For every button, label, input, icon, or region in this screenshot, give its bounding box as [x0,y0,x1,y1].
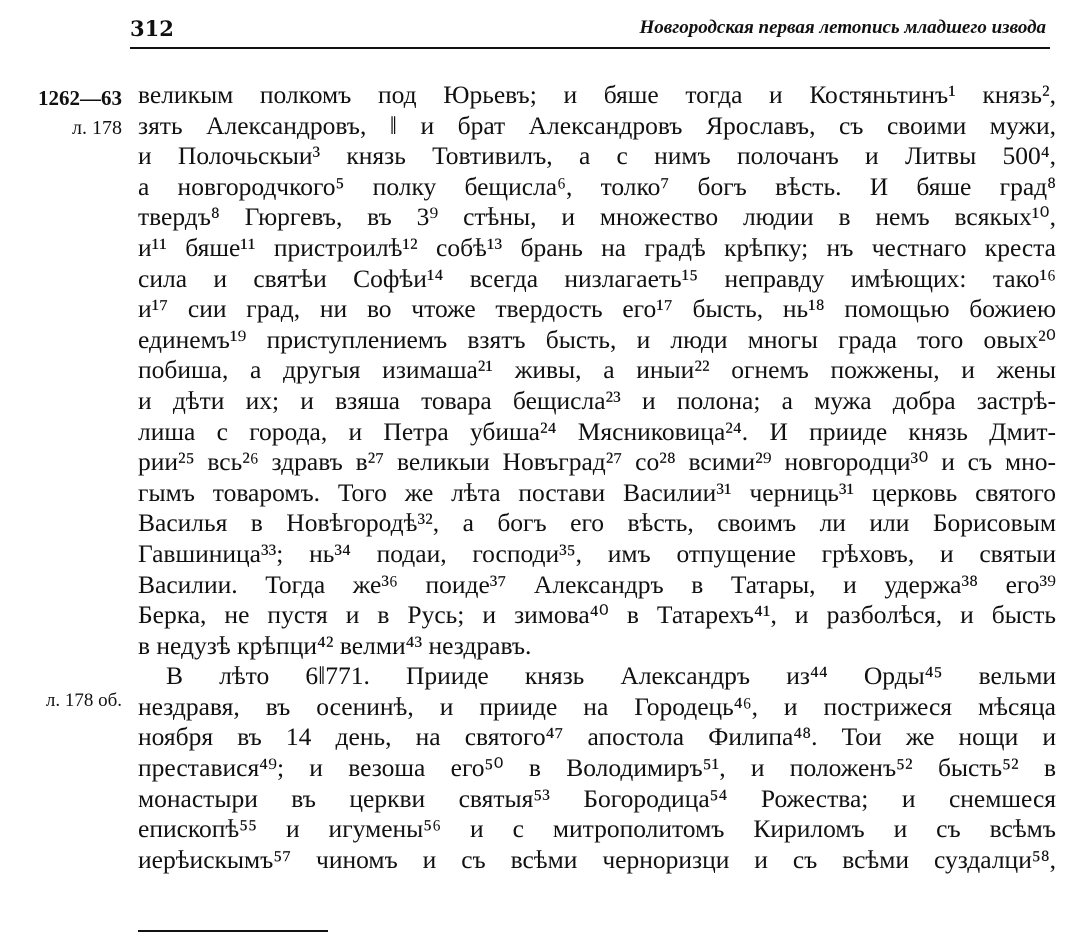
margin-year-range: 1262—63 [38,86,122,110]
text-line: монастыри въ церкви святыя⁵³ Богородица⁵⁴ Рожества; и снемшеся [138,783,1056,813]
header-rule [130,47,1050,49]
text-line: В лѣто 6‖771. Прииде князь Александръ из⁴⁴ Орды⁴⁵ вельми [166,661,1056,691]
text-line: и¹⁷ сии град, ни во чтоже твердость его¹⁷ бысть, нь¹⁸ помощью божиею [138,294,1056,324]
footnote-rule [138,930,328,932]
text-line: иерѣискымъ⁵⁷ чиномъ и съ всѣми черноризци и съ всѣми суздалци⁵⁸, [138,844,1056,874]
text-line: Гавшиница³³; нь³⁴ подаи, господи³⁵, имъ отпущение грѣховъ, и святыи [138,538,1056,568]
text-line: зять Александровъ, ‖ и брат Александровъ Ярославъ, съ своими мужи, [138,110,1056,140]
margin-folio-note: л. 178 [72,117,122,139]
page-header [130,12,1050,46]
text-line: твердъ⁸ Гюргевъ, въ 3⁹ стѣны, и множество людии в немъ всякых¹⁰, [138,202,1056,232]
text-line: ноября въ 14 день, на святого⁴⁷ апостола Филипа⁴⁸. Тои же нощи и [138,722,1056,752]
text-line: единемъ¹⁹ приступлениемъ взятъ бысть, и люди многы града того овых²⁰ [138,324,1056,354]
text-line: преставися⁴⁹; и везоша его⁵⁰ в Володимиръ⁵¹, и положенъ⁵² бысть⁵² в [138,753,1056,783]
text-line: гымъ товаромъ. Того же лѣта постави Василии³¹ черниць³¹ церковь святого [138,477,1056,507]
chronicle-text [138,80,1056,875]
text-line: лиша с города, и Петра убиша²⁴ Мясниковица²⁴. И прииде князь Дмит- [138,416,1056,446]
text-line: Василии. Тогда же³⁶ поиде³⁷ Александръ в Татары, и удержа³⁸ его³⁹ [138,569,1056,599]
text-line: рии²⁵ всь²⁶ здравъ в²⁷ великыи Новъград²⁷ со²⁸ всими²⁹ новгородци³⁰ и съ мно- [138,447,1056,477]
text-line: нездравя, въ осенинѣ, и прииде на Городець⁴⁶, и пострижеся мѣсяца [138,691,1056,721]
margin-folio-verso-note: л. 178 об. [45,690,122,711]
text-line: великым полкомъ под Юрьевъ; и бяше тогда и Костяньтинъ¹ князь², [138,80,1056,109]
text-line: Василья в Новѣгородѣ³², а богъ его вѣсть, своимъ ли или Борисовым [138,508,1056,538]
page-number: 312 [130,16,174,41]
running-title: Новгородская первая летопись младшего извода [639,17,1046,38]
text-line: и дѣти их; и взяша товара бещисла²³ и полона; а мужа добра застрѣ- [138,385,1056,415]
text-line: и¹¹ бяше¹¹ пристроилѣ¹² собѣ¹³ брань на градѣ крѣпку; нъ честнаго креста [138,232,1056,262]
text-line: а новгородчкого⁵ полку бещисла⁶, толко⁷ богъ вѣсть. И бяше град⁸ [138,171,1056,201]
text-line: и Полочьскыи³ князь Товтивилъ, а с нимъ полочанъ и Литвы 500⁴, [138,141,1056,171]
text-line: в недузѣ крѣпци⁴² велми⁴³ нездравъ. [138,630,532,660]
text-line: побиша, а другыя изимаша²¹ живы, а иныи²² огнемъ пожжены, и жены [138,355,1056,385]
text-line: епископѣ⁵⁵ и игумены⁵⁶ и с митрополитомъ Кириломъ и съ всѣмъ [138,814,1056,844]
text-line: Берка, не пустя и в Русь; и зимова⁴⁰ в Татарехъ⁴¹, и разболѣся, и бысть [138,600,1056,630]
text-line: сила и святѣи Софѣи¹⁴ всегда низлагаеть¹⁵ неправду имѣющих: тако¹⁶ [138,263,1056,293]
